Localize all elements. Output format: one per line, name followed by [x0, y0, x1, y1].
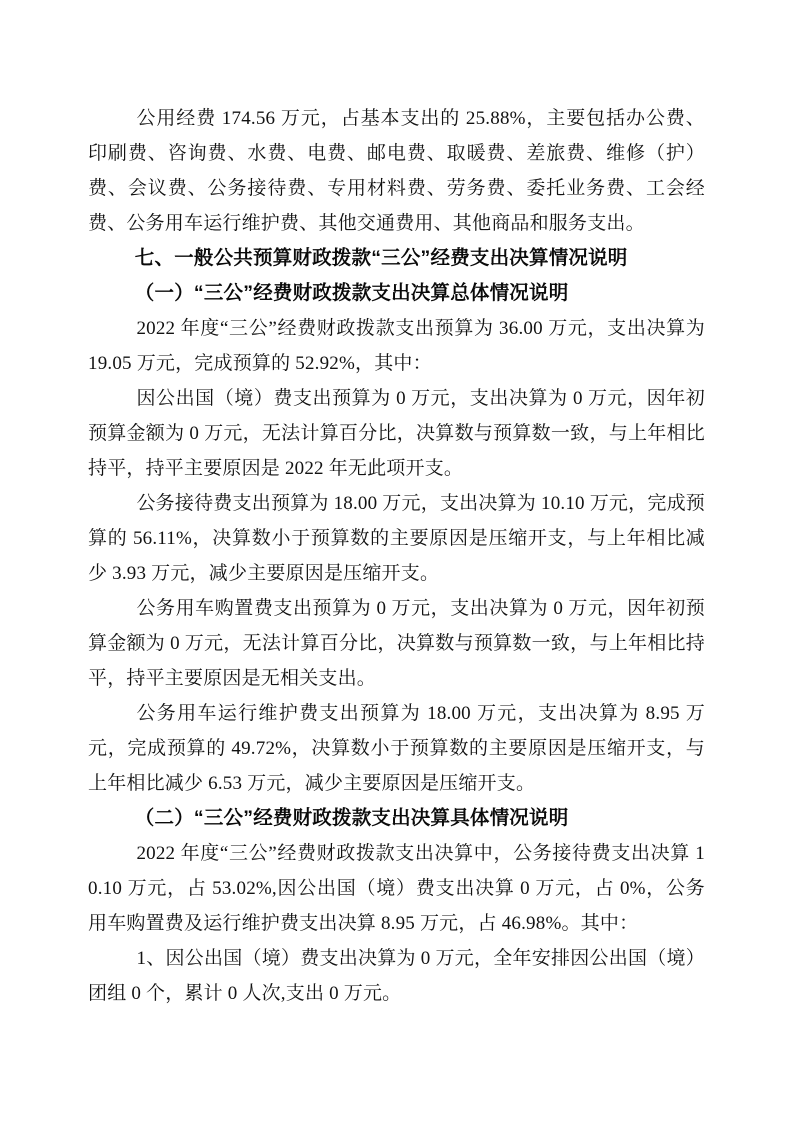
- paragraph-official-reception-budget: 公务接待费支出预算为 18.00 万元，支出决算为 10.10 万元，完成预算的 56.11%，决算数小于预算数的主要原因是压缩开支，与上年相比减少 3.93 万元，减少主要原因是压缩开支。: [88, 493, 705, 584]
- paragraph-public-funds-breakdown: 公用经费 174.56 万元，占基本支出的 25.88%，主要包括办公费、印刷费、咨询费、水费、电费、邮电费、取暖费、差旅费、维修（护）费、会议费、公务接待费、专用材料费、劳务费、委托业务费、工会经费、公务用车运行维护费、其他交通费用、其他商品和服务支出。: [88, 108, 705, 234]
- section-heading-seven: 七、一般公共预算财政拨款“三公”经费支出决算情况说明: [134, 247, 628, 269]
- paragraph-sangong-detail-shares: 2022 年度“三公”经费财政拨款支出决算中，公务接待费支出决算 10.10 万元，占 53.02%,因公出国（境）费支出决算 0 万元，占 0%，公务用车购置费及运行维护费支出决算 8.95 万元，占 46.98%。其中：: [88, 843, 705, 934]
- paragraph-overseas-travel-budget: 因公出国（境）费支出预算为 0 万元，支出决算为 0 万元，因年初预算金额为 0 万元，无法计算百分比，决算数与预算数一致，与上年相比持平，持平主要原因是 2022 年无此项开支。: [88, 388, 705, 479]
- paragraph-vehicle-maintenance-budget: 公务用车运行维护费支出预算为 18.00 万元，支出决算为 8.95 万元，完成预算的 49.72%，决算数小于预算数的主要原因是压缩开支，与上年相比减少 6.53 万元，减少主要原因是压缩开支。: [88, 703, 705, 794]
- paragraph-vehicle-purchase-budget: 公务用车购置费支出预算为 0 万元，支出决算为 0 万元，因年初预算金额为 0 万元，无法计算百分比，决算数与预算数一致，与上年相比持平，持平主要原因是无相关支出。: [88, 598, 705, 689]
- subsection-heading-one-overall: （一）“三公”经费财政拨款支出决算总体情况说明: [134, 282, 569, 304]
- subsection-heading-two-detail: （二）“三公”经费财政拨款支出决算具体情况说明: [134, 807, 569, 829]
- paragraph-overseas-travel-detail: 1、因公出国（境）费支出决算为 0 万元，全年安排因公出国（境）团组 0 个，累计 0 人次,支出 0 万元。: [88, 948, 705, 1004]
- paragraph-sangong-overall-totals: 2022 年度“三公”经费财政拨款支出预算为 36.00 万元，支出决算为 19.05 万元，完成预算的 52.92%，其中：: [88, 318, 705, 374]
